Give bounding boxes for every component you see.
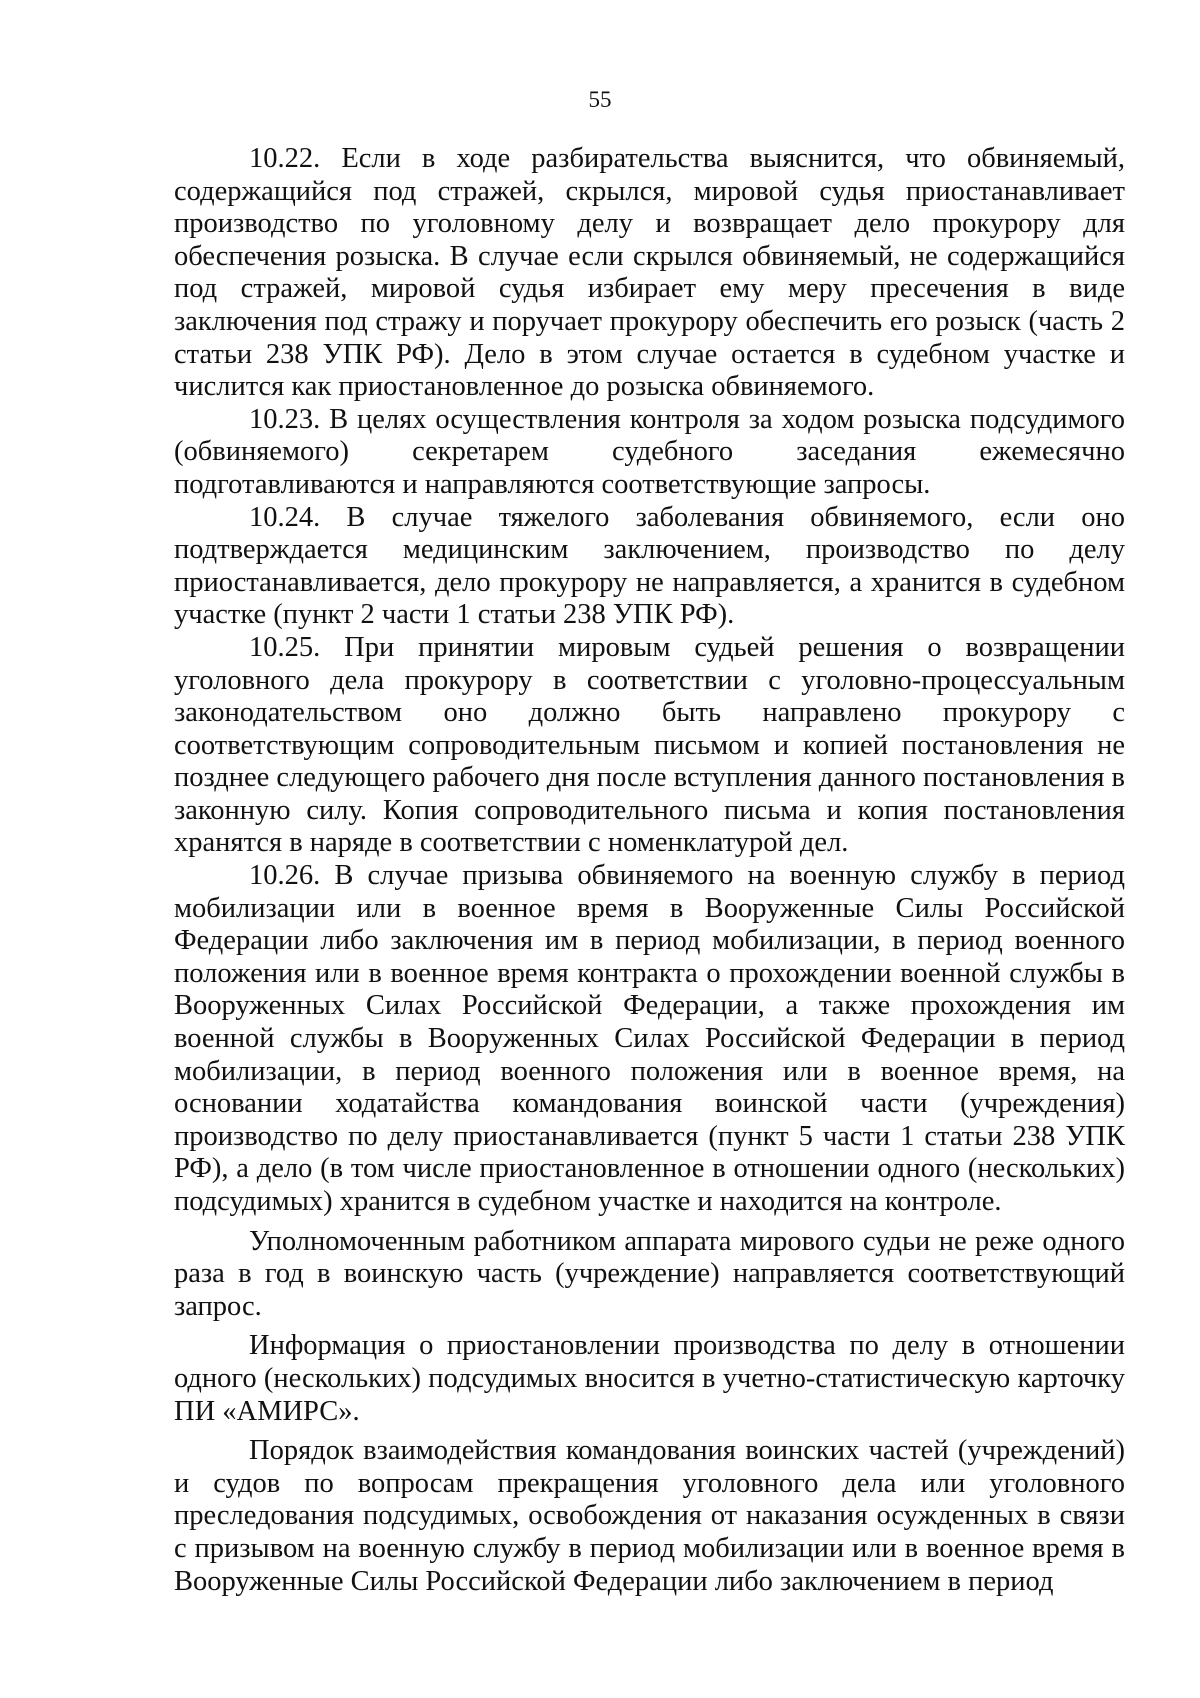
paragraph-10-26: 10.26. В случае призыва обвиняемого на военную службу в период мобилизации или в военное время в Вооруженные Силы Российской Федерации либо заключения им в период мобилизации, в период военного положения или в военное время контракта о прохождении военной службы в Вооруженных Силах Российской Федерации, а также прохождения им военной службы в Вооруженных Силах Российской Федерации в период мобилизации, в период военного положения или в военное время, на основании ходатайства командования воинской части (учреждения) производство по делу приостанавливается (пункт 5 части 1 статьи 238 УПК РФ), а дело (в том числе приостановленное в отношении одного (нескольких) подсудимых) хранится в судебном участке и находится на контроле. [174,860,1125,1217]
paragraph-authorized-employee: Уполномоченным работником аппарата мирового судьи не реже одного раза в год в воинскую часть (учреждение) направляется соответствующий запрос. [174,1225,1125,1322]
paragraph-10-22: 10.22. Если в ходе разбирательства выяснится, что обвиняемый, содержащийся под стражей, скрылся, мировой судья приостанавливает производство по уголовному делу и возвращает дело прокурору для обеспечения розыска. В случае если скрылся обвиняемый, не содержащийся под стражей, мировой судья избирает ему меру пресечения в виде заключения под стражу и поручает прокурору обеспечить его розыск (часть 2 статьи 238 УПК РФ). Дело в этом случае остается в судебном участке и числится как приостановленное до розыска обвиняемого. [174,143,1125,403]
paragraph-10-25: 10.25. При принятии мировым судьей решения о возвращении уголовного дела прокурору в соответствии с уголовно-процессуальным законодательством оно должно быть направлено прокурору с соответствующим сопроводительным письмом и копией постановления не позднее следующего рабочего дня после вступления данного постановления в законную силу. Копия сопроводительного письма и копия постановления хранятся в наряде в соответствии с номенклатурой дел. [174,631,1126,859]
page-number: 55 [588,87,612,112]
document-body [174,143,1125,1598]
paragraph-10-24: 10.24. В случае тяжелого заболевания обвиняемого, если оно подтверждается медицинским заключением, производство по делу приостанавливается, дело прокурору не направляется, а хранится в судебном участке (пункт 2 части 1 статьи 238 УПК РФ). [174,501,1125,631]
paragraph-information-suspension: Информация о приостановлении производства по делу в отношении одного (нескольких) подсудимых вносится в учетно-статистическую карточку ПИ «АМИРС». [174,1330,1125,1427]
paragraph-10-23: 10.23. В целях осуществления контроля за ходом розыска подсудимого (обвиняемого) секретарем судебного заседания ежемесячно подготавливаются и направляются соответствующие запросы. [174,403,1125,500]
paragraph-interaction-procedure: Порядок взаимодействия командования воинских частей (учреждений) и судов по вопросам прекращения уголовного дела или уголовного преследования подсудимых, освобождения от наказания осужденных в связи с призывом на военную службу в период мобилизации или в военное время в Вооруженные Силы Российской Федерации либо заключением в период [174,1435,1125,1597]
